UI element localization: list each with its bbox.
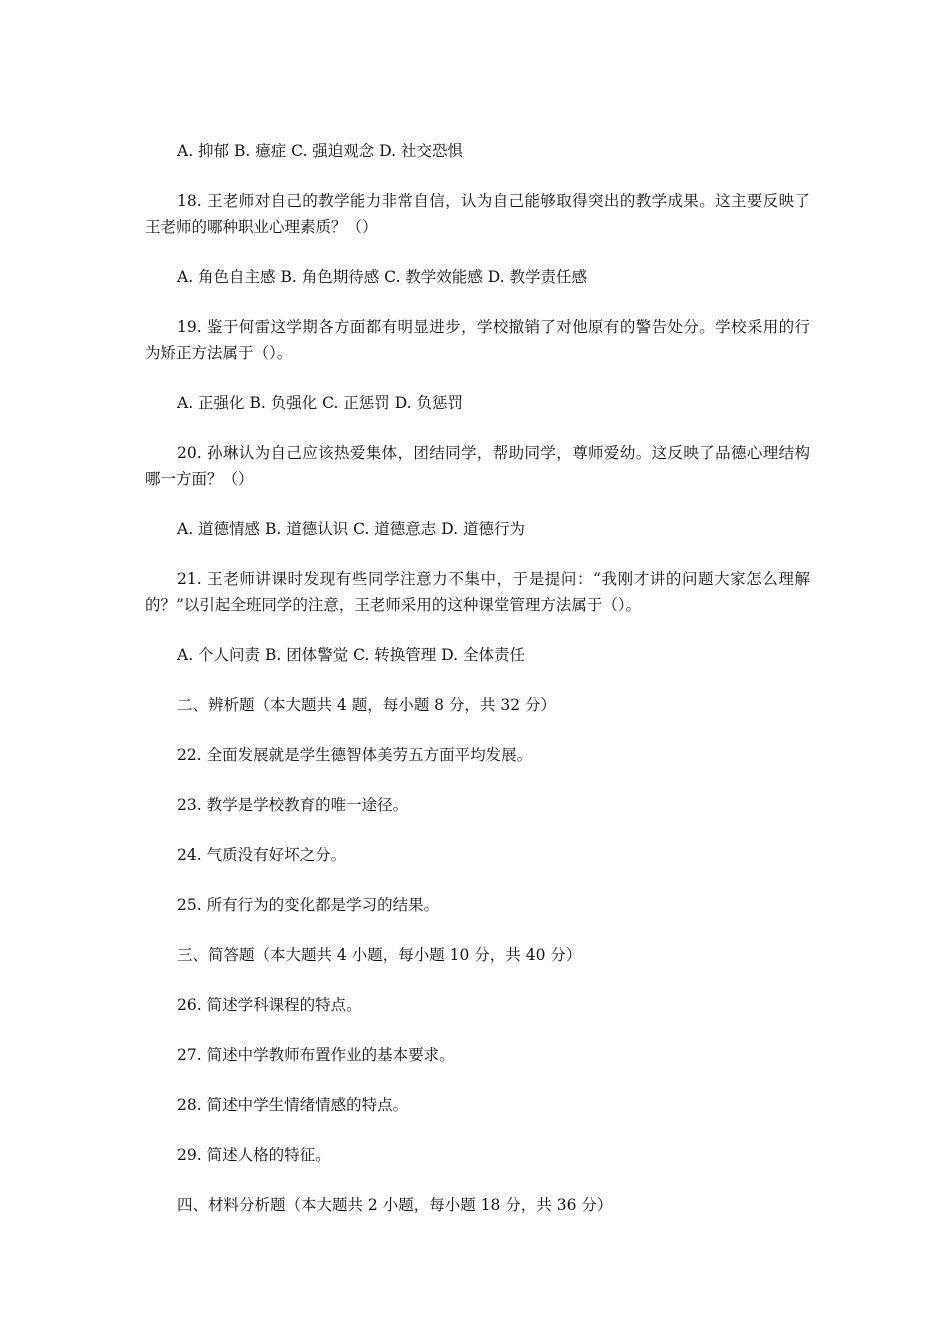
question-28: 28. 简述中学生情绪情感的特点。 [177,1096,409,1114]
question-19-options: A. 正强化 B. 负强化 C. 正惩罚 D. 负惩罚 [177,394,463,412]
question-29: 29. 简述人格的特征。 [177,1146,331,1164]
section-heading-material-analysis: 四、材料分析题（本大题共 2 小题，每小题 18 分，共 36 分） [177,1196,613,1214]
question-18: 18. 王老师对自己的教学能力非常自信，认为自己能够取得突出的教学成果。这主要反映了王老师的哪种职业心理素质？（） [145,192,810,236]
question-22: 22. 全面发展就是学生德智体美劳五方面平均发展。 [177,746,533,764]
question-24: 24. 气质没有好坏之分。 [177,846,347,864]
question-20-options: A. 道德情感 B. 道德认识 C. 道德意志 D. 道德行为 [177,520,525,538]
document-body [145,138,810,1218]
question-23: 23. 教学是学校教育的唯一途径。 [177,796,409,814]
question-26: 26. 简述学科课程的特点。 [177,996,362,1014]
question-25: 25. 所有行为的变化都是学习的结果。 [177,896,440,914]
section-heading-analysis: 二、辨析题（本大题共 4 题，每小题 8 分，共 32 分） [177,696,557,714]
question-21: 21. 王老师讲课时发现有些同学注意力不集中，于是提问：“我刚才讲的问题大家怎么理解的？”以引起全班同学的注意，王老师采用的这种课堂管理方法属于（）。 [145,570,810,614]
question-17-options: A. 抑郁 B. 癔症 C. 强迫观念 D. 社交恐惧 [177,142,463,160]
question-18-options: A. 角色自主感 B. 角色期待感 C. 教学效能感 D. 教学责任感 [177,268,587,286]
question-20: 20. 孙琳认为自己应该热爱集体，团结同学，帮助同学，尊师爱幼。这反映了品德心理结构哪一方面？（） [145,444,810,488]
question-19: 19. 鉴于何雷这学期各方面都有明显进步，学校撤销了对他原有的警告处分。学校采用的行为矫正方法属于（）。 [145,318,810,362]
question-21-options: A. 个人问责 B. 团体警觉 C. 转换管理 D. 全体责任 [177,646,525,664]
question-27: 27. 简述中学教师布置作业的基本要求。 [177,1046,455,1064]
section-heading-short-answer: 三、简答题（本大题共 4 小题，每小题 10 分，共 40 分） [177,946,582,964]
